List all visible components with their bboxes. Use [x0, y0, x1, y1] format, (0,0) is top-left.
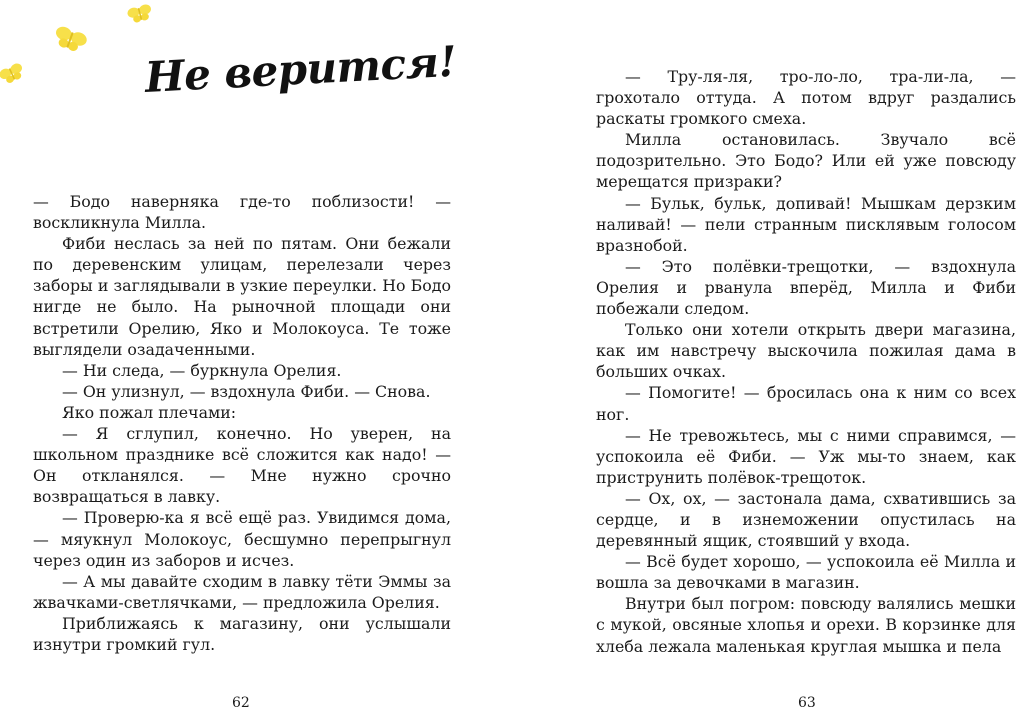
paragraph: — Бульк, бульк, допивай! Мышкам дерзким наливай! — пели странным писклявым голосом вразнобой. — [596, 193, 1016, 255]
paragraph: — Ох, ох, — застонала дама, схватившись за сердце, и в изнеможении опустилась на деревянный ящик, стоявший у входа. — [596, 488, 1016, 551]
paragraph: Только они хотели открыть двери магазина, как им навстречу выскочила пожилая дама в больших очках. — [596, 320, 1016, 382]
paragraph: — Проверю-ка я всё ещё раз. Увидимся дома, — мяукнул Молокоус, бесшумно перепрыгнул через один из заборов и исчез. — [33, 508, 451, 570]
left-page-text — [33, 191, 451, 655]
paragraph: — Ни следа, — буркнула Орелия. — [62, 360, 342, 380]
paragraph: — Бодо наверняка где-то поблизости! — воскликнула Милла. — [33, 192, 451, 233]
paragraph: Яко пожал плечами: — [62, 402, 237, 422]
paragraph: — Всё будет хорошо, — успокоила её Милла и вошла за девочками в магазин. — [596, 552, 1016, 593]
page-number: 63 — [798, 695, 816, 711]
left-page — [0, 0, 508, 711]
paragraph: Фиби неслась за ней по пятам. Они бежали по деревенским улицам, перелезали через заборы и заглядывали в узкие переулки. Но Бодо нигде не было. На рыночной площади они встретили Орелию, Яко и Молокоуса. Те тоже выглядели озадаченными. — [33, 234, 451, 359]
paragraph: Милла остановилась. Звучало всё подозрительно. Это Бодо? Или ей уже повсюду мерещатся призраки? — [596, 130, 1016, 192]
right-page — [508, 0, 1016, 711]
paragraph: — Я сглупил, конечно. Но уверен, на школьном празднике всё сложится как надо! — Он откланялся. — Мне нужно срочно возвращаться в лавку. — [33, 424, 451, 507]
paragraph: — Помогите! — бросилась она к ним со всех ног. — [596, 383, 1016, 424]
paragraph: — А мы давайте сходим в лавку тёти Эммы за жвачками-светлячками, — предложила Орелия. — [33, 571, 451, 612]
paragraph: Приближаясь к магазину, они услышали изнутри громкий гул. — [33, 613, 451, 654]
right-page-text — [596, 66, 1016, 657]
paragraph: — Не тревожьтесь, мы с ними справимся, — успокоила её Фиби. — Уж мы-то знаем, как приструнить полёвок-трещоток. — [596, 425, 1016, 487]
paragraph: Внутри был погром: повсюду валялись мешки с мукой, овсяные хлопья и орехи. В корзинке для хлеба лежала маленькая круглая мышка и пела — [596, 594, 1016, 656]
page-number: 62 — [232, 695, 250, 711]
paragraph: — Тру-ля-ля, тро-ло-ло, тра-ли-ла, — грохотало оттуда. А потом вдруг раздались раскаты громкого смеха. — [596, 67, 1016, 129]
chapter-title: Не верится! — [143, 36, 458, 102]
paragraph: — Он улизнул, — вздохнула Фиби. — Снова. — [62, 381, 431, 401]
butterflies-decoration — [0, 0, 160, 95]
butterfly-icon — [0, 62, 26, 86]
butterfly-icon — [126, 3, 153, 24]
butterfly-icon — [52, 25, 89, 55]
paragraph: — Это полёвки-трещотки, — вздохнула Орелия и рванула вперёд, Милла и Фиби побежали следом. — [596, 256, 1016, 319]
